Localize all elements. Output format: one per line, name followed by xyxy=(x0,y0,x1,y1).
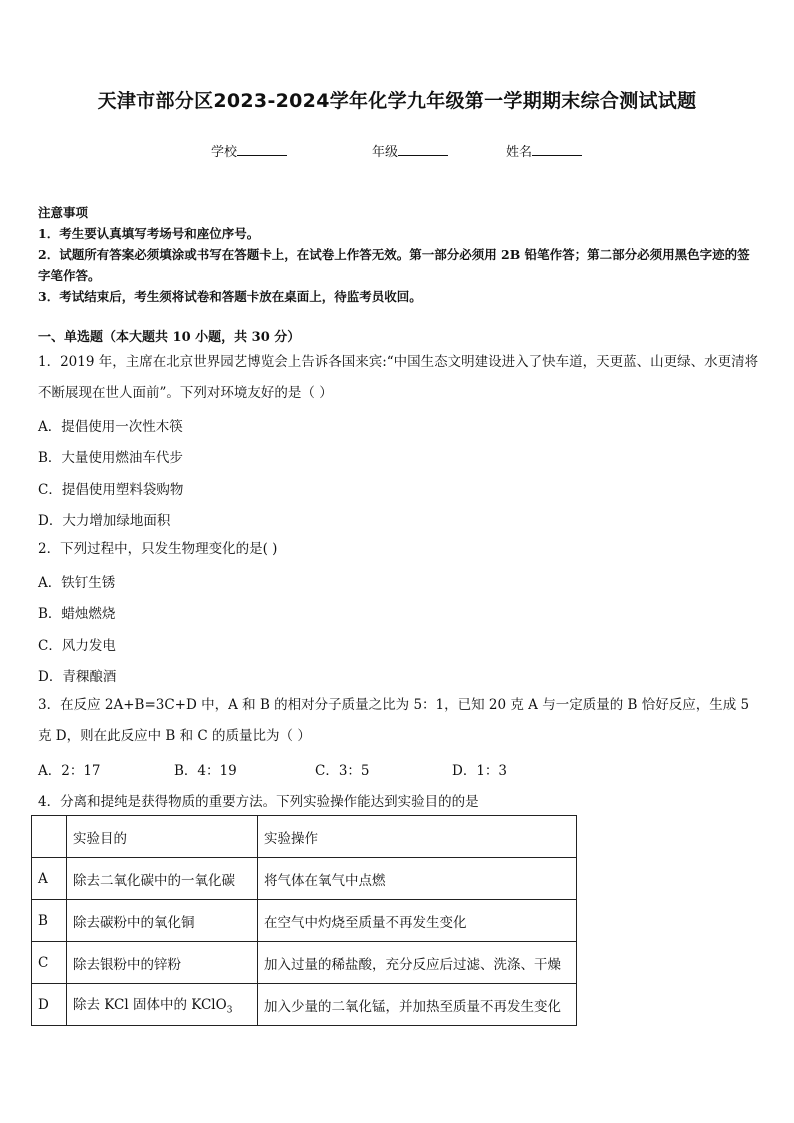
row-label: D xyxy=(32,984,67,1026)
question-2-option-a[interactable]: A．铁钉生锈 xyxy=(38,575,116,591)
row-purpose: 除去二氧化碳中的一氧化碳 xyxy=(67,858,258,900)
row-operation: 在空气中灼烧至质量不再发生变化 xyxy=(258,900,577,942)
question-3-option-b[interactable]: B．4：19 xyxy=(174,763,237,779)
table-header-cell: 实验目的 xyxy=(67,816,258,858)
table-row[interactable] xyxy=(32,942,577,984)
row-purpose-text: 除去 KCl 固体中的 KClO xyxy=(73,997,227,1014)
question-3-option-c[interactable]: C．3：5 xyxy=(315,763,370,779)
question-1-option-d[interactable]: D．大力增加绿地面积 xyxy=(38,513,171,529)
grade-label: 年级 xyxy=(372,145,399,160)
question-1-option-b[interactable]: B．大量使用燃油车代步 xyxy=(38,450,183,466)
notes-item: 2．试题所有答案必须填涂或书写在答题卡上，在试卷上作答无效。第一部分必须用 2B 铅笔作答；第二部分必须用黑色字迹的签字笔作答。 xyxy=(38,247,750,283)
grade-field xyxy=(372,141,448,160)
row-purpose: 除去银粉中的锌粉 xyxy=(67,942,258,984)
school-field xyxy=(211,141,287,160)
name-label: 姓名 xyxy=(506,145,533,160)
question-3-stem: 3．在反应 2A+B=3C+D 中，A 和 B 的相对分子质量之比为 5：1，已知 20 克 A 与一定质量的 B 恰好反应，生成 5 克 D，则在此反应中 B 和 C 的质量比为（ ） xyxy=(38,697,750,744)
question-1-option-a[interactable]: A．提倡使用一次性木筷 xyxy=(38,419,183,435)
notes-item: 1．考生要认真填写考场号和座位序号。 xyxy=(38,226,260,241)
question-2-stem: 2．下列过程中，只发生物理变化的是( ) xyxy=(38,541,278,557)
exam-notes xyxy=(38,202,760,307)
student-info-row xyxy=(0,141,794,161)
table-header-cell: 实验操作 xyxy=(258,816,577,858)
table-row[interactable] xyxy=(32,858,577,900)
question-2-option-c[interactable]: C．风力发电 xyxy=(38,638,116,654)
row-purpose: 除去碳粉中的氧化铜 xyxy=(67,900,258,942)
table-header-cell xyxy=(32,816,67,858)
question-2-option-b[interactable]: B．蜡烛燃烧 xyxy=(38,606,116,622)
question-2-option-d[interactable]: D．青稞酿酒 xyxy=(38,669,117,685)
row-operation: 加入少量的二氧化锰，并加热至质量不再发生变化 xyxy=(258,984,577,1026)
table-row[interactable] xyxy=(32,984,577,1026)
row-operation: 加入过量的稀盐酸，充分反应后过滤、洗涤、干燥 xyxy=(258,942,577,984)
school-blank[interactable] xyxy=(237,143,287,156)
school-label: 学校 xyxy=(211,145,238,160)
question-3-option-a[interactable]: A．2：17 xyxy=(38,763,101,779)
name-blank[interactable] xyxy=(532,143,582,156)
row-label: C xyxy=(32,942,67,984)
row-label: B xyxy=(32,900,67,942)
row-operation: 将气体在氧气中点燃 xyxy=(258,858,577,900)
notes-heading: 注意事项 xyxy=(38,205,89,220)
notes-item: 3．考试结束后，考生须将试卷和答题卡放在桌面上，待监考员收回。 xyxy=(38,289,422,304)
table-row[interactable] xyxy=(32,900,577,942)
row-purpose-subscript: 3 xyxy=(226,1005,233,1016)
question-1-stem: 1．2019 年，主席在北京世界园艺博览会上告诉各国来宾:“中国生态文明建设进入了快车道，天更蓝、山更绿、水更清将不断展现在世人面前”。下列对环境友好的是（ ） xyxy=(38,354,759,401)
question-3-option-d[interactable]: D．1：3 xyxy=(452,763,508,779)
row-label: A xyxy=(32,858,67,900)
table-header-row xyxy=(32,816,577,858)
name-field xyxy=(506,141,582,160)
row-purpose xyxy=(67,984,258,1026)
experiment-table xyxy=(31,815,577,1026)
question-4-stem: 4．分离和提纯是获得物质的重要方法。下列实验操作能达到实验目的的是 xyxy=(38,794,479,810)
question-1-option-c[interactable]: C．提倡使用塑料袋购物 xyxy=(38,482,184,498)
grade-blank[interactable] xyxy=(398,143,448,156)
exam-title: 天津市部分区2023-2024学年化学九年级第一学期期末综合测试试题 xyxy=(97,90,697,112)
section-heading: 一、单选题（本大题共 10 小题，共 30 分） xyxy=(38,330,301,345)
